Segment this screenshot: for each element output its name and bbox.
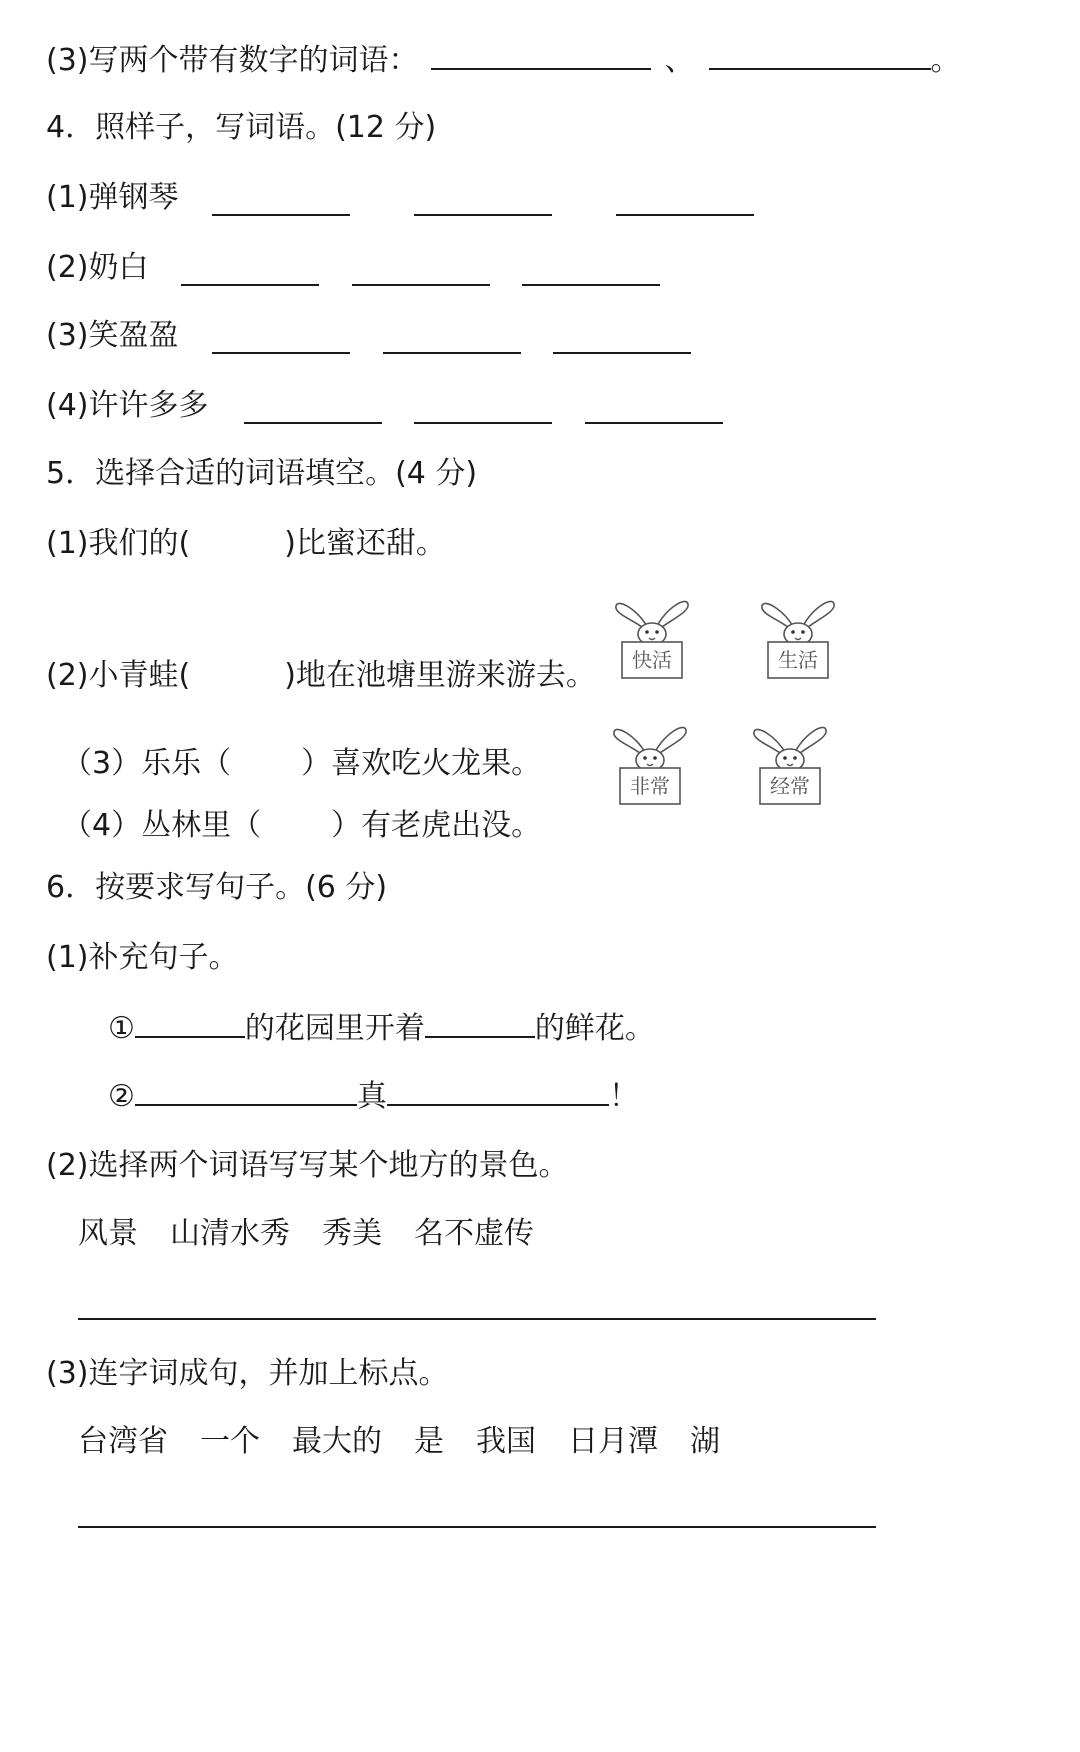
q4-item-1	[46, 178, 179, 218]
answer-blank[interactable]	[553, 352, 691, 354]
end-punct: 。	[930, 43, 961, 78]
q5-item-pre: (2)小青蛙(	[46, 658, 191, 693]
card-word: 快活	[632, 648, 672, 672]
sentence-text: ！	[608, 1079, 639, 1114]
card-word: 非常	[630, 774, 670, 798]
q5-item-post: ）喜欢吃火龙果。	[301, 746, 542, 781]
answer-blank[interactable]	[522, 284, 660, 286]
q5-item-4	[62, 806, 541, 846]
bunny-card-1	[612, 590, 692, 686]
q6-part3-words	[78, 1422, 720, 1462]
answer-blank[interactable]	[425, 1008, 535, 1038]
answer-line[interactable]	[78, 1318, 876, 1320]
q6-part1-label: (1)补充句子。	[46, 940, 239, 975]
answer-blank[interactable]	[585, 422, 723, 424]
q4-item-label: (4)许许多多	[46, 388, 209, 423]
answer-blank[interactable]	[244, 422, 382, 424]
sentence-text: 的花园里开着	[244, 1011, 425, 1046]
q5-item-post: )地在池塘里游来游去。	[284, 658, 596, 693]
word-option: 最大的	[292, 1424, 382, 1459]
circled-number: ②	[108, 1079, 135, 1114]
q6-sentence-1	[108, 1008, 655, 1049]
q5-title: 5．选择合适的词语填空。(4 分)	[46, 456, 478, 491]
q4-item-label: (1)弹钢琴	[46, 180, 179, 215]
q4-item-3	[46, 316, 179, 356]
q3-3-label: (3)写两个带有数字的词语：	[46, 43, 419, 78]
q6-sentence-2	[108, 1076, 639, 1117]
q4-item-label: (2)奶白	[46, 250, 149, 285]
answer-blank[interactable]	[616, 214, 754, 216]
q3-3-line	[46, 40, 961, 81]
q6-part2-label: (2)选择两个词语写写某个地方的景色。	[46, 1148, 569, 1183]
word-option: 山清水秀	[170, 1216, 290, 1251]
answer-blank[interactable]	[212, 214, 350, 216]
card-word: 经常	[770, 774, 810, 798]
sentence-text: 真	[356, 1079, 387, 1114]
word-option: 湖	[690, 1424, 720, 1459]
answer-blank[interactable]	[135, 1008, 245, 1038]
q5-item-2	[46, 656, 596, 696]
answer-blank[interactable]	[709, 40, 931, 70]
sentence-text: 的鲜花。	[534, 1011, 655, 1046]
word-option: 名不虚传	[414, 1216, 534, 1251]
q5-item-pre: (1)我们的(	[46, 526, 191, 561]
card-word: 生活	[778, 648, 818, 672]
bunny-card-2	[758, 590, 838, 686]
q6-part2-words	[78, 1214, 534, 1254]
q6-title: 6．按要求写句子。(6 分)	[46, 870, 388, 905]
answer-blank[interactable]	[212, 352, 350, 354]
answer-blank[interactable]	[414, 214, 552, 216]
separator: 、	[664, 43, 695, 78]
word-option: 风景	[78, 1216, 138, 1251]
q4-item-4	[46, 386, 209, 426]
answer-line[interactable]	[78, 1526, 876, 1528]
q6-part3-label: (3)连字词成句，并加上标点。	[46, 1356, 449, 1391]
answer-blank[interactable]	[431, 40, 651, 70]
q5-item-post: ）有老虎出没。	[331, 808, 542, 843]
q5-item-post: )比蜜还甜。	[284, 526, 446, 561]
answer-blank[interactable]	[387, 1076, 609, 1106]
word-option: 日月潭	[568, 1424, 658, 1459]
q5-item-pre: （4）丛林里（	[62, 808, 262, 843]
q5-item-pre: （3）乐乐（	[62, 746, 232, 781]
answer-blank[interactable]	[352, 284, 490, 286]
circled-number: ①	[108, 1011, 135, 1046]
word-option: 我国	[476, 1424, 536, 1459]
bunny-card-4	[750, 716, 830, 812]
bunny-card-3	[610, 716, 690, 812]
q5-item-3	[62, 744, 541, 784]
answer-blank[interactable]	[383, 352, 521, 354]
q4-item-label: (3)笑盈盈	[46, 318, 179, 353]
q5-item-1	[46, 524, 446, 564]
q4-title: 4．照样子，写词语。(12 分)	[46, 110, 437, 145]
word-option: 台湾省	[78, 1424, 168, 1459]
word-option: 一个	[200, 1424, 260, 1459]
q4-item-2	[46, 248, 149, 288]
answer-blank[interactable]	[135, 1076, 357, 1106]
answer-blank[interactable]	[414, 422, 552, 424]
word-option: 秀美	[322, 1216, 382, 1251]
answer-blank[interactable]	[181, 284, 319, 286]
word-option: 是	[414, 1424, 444, 1459]
